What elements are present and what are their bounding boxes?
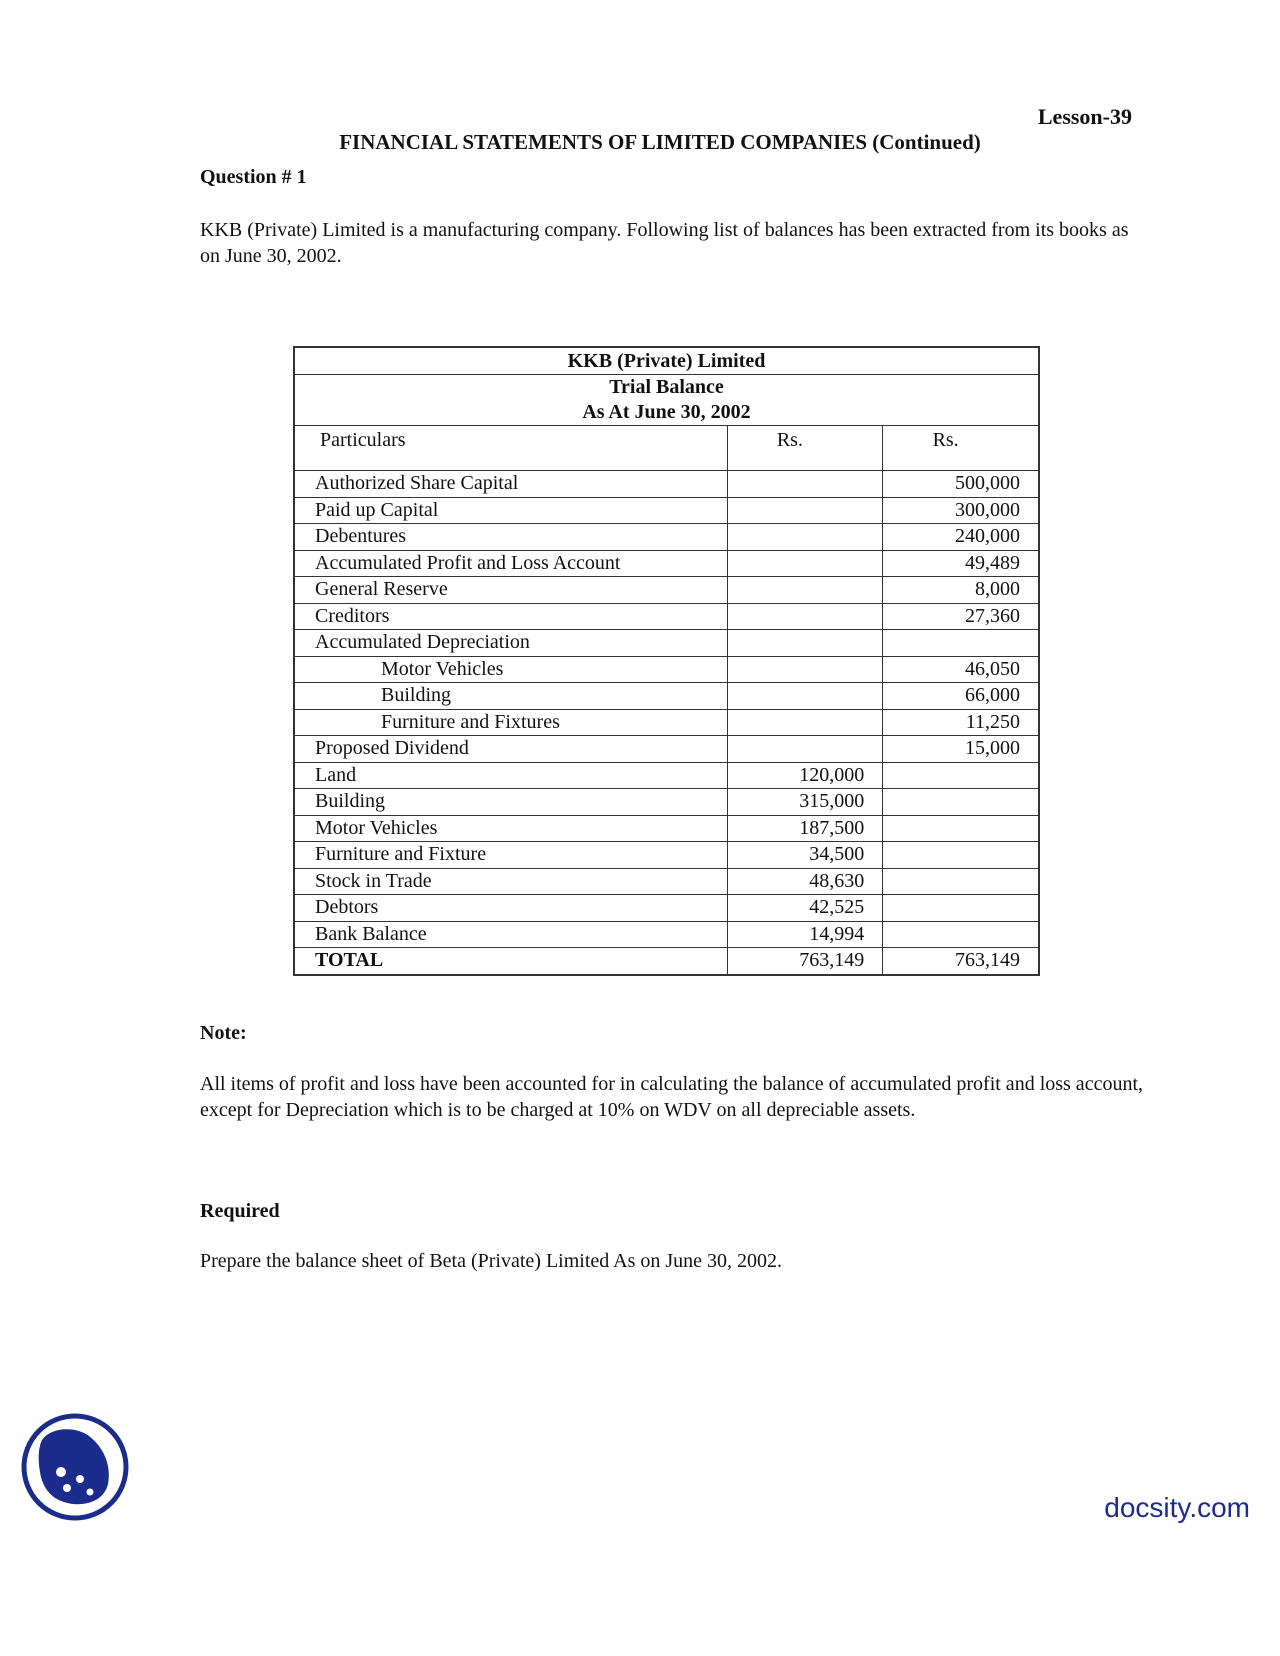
table-header-row (294, 426, 1039, 471)
table-row (294, 815, 1039, 842)
row-debit: 14,994 (727, 921, 883, 948)
row-debit (727, 603, 883, 630)
row-label: Debentures (294, 524, 727, 551)
row-credit: 240,000 (883, 524, 1039, 551)
required-heading: Required (200, 1200, 280, 1222)
total-debit: 763,149 (727, 948, 883, 975)
row-debit (727, 683, 883, 710)
row-debit (727, 524, 883, 551)
table-title-block (294, 375, 1039, 426)
lesson-label: Lesson-39 (1037, 104, 1132, 129)
question-intro: KKB (Private) Limited is a manufacturing company. Following list of balances has been extracted from its books as on June 30, 2002. (200, 219, 1129, 267)
row-credit: 8,000 (883, 577, 1039, 604)
row-credit: 49,489 (883, 550, 1039, 577)
row-credit (883, 868, 1039, 895)
row-label: Accumulated Profit and Loss Account (294, 550, 727, 577)
docsity-brand-link[interactable]: docsity.com (1104, 1492, 1250, 1523)
row-debit (727, 497, 883, 524)
table-title: Trial Balance (609, 376, 724, 398)
row-credit (883, 630, 1039, 657)
question-label: Question # 1 (200, 166, 307, 188)
row-debit (727, 630, 883, 657)
row-label: Creditors (294, 603, 727, 630)
table-row (294, 762, 1039, 789)
row-credit: 300,000 (883, 497, 1039, 524)
column-header-particulars: Particulars (294, 426, 727, 471)
table-company-name: KKB (Private) Limited (294, 347, 1039, 375)
row-label: Paid up Capital (294, 497, 727, 524)
row-debit (727, 471, 883, 498)
row-label: Furniture and Fixture (294, 842, 727, 869)
row-debit: 48,630 (727, 868, 883, 895)
row-debit (727, 550, 883, 577)
row-label: Bank Balance (294, 921, 727, 948)
table-row (294, 868, 1039, 895)
table-row (294, 842, 1039, 869)
column-header-credit: Rs. (883, 426, 1039, 471)
note-heading: Note: (200, 1022, 247, 1044)
row-debit (727, 577, 883, 604)
table-row (294, 630, 1039, 657)
table-row (294, 577, 1039, 604)
note-text: All items of profit and loss have been accounted for in calculating the balance of accumulated profit and loss account, except for Depreciation which is to be charged at 10% on WDV on all depreciable assets. (200, 1073, 1143, 1121)
required-text: Prepare the balance sheet of Beta (Private) Limited As on June 30, 2002. (200, 1250, 783, 1272)
row-debit (727, 656, 883, 683)
row-debit: 42,525 (727, 895, 883, 922)
row-debit: 34,500 (727, 842, 883, 869)
row-credit (883, 921, 1039, 948)
row-credit (883, 789, 1039, 816)
total-label: TOTAL (294, 948, 727, 975)
table-total-row (294, 948, 1039, 975)
row-label: Accumulated Depreciation (294, 630, 727, 657)
table-row (294, 683, 1039, 710)
trial-balance-table (293, 346, 1040, 976)
row-label: Proposed Dividend (294, 736, 727, 763)
table-row (294, 524, 1039, 551)
table-row (294, 603, 1039, 630)
row-label: Building (294, 789, 727, 816)
total-credit: 763,149 (883, 948, 1039, 975)
table-row (294, 895, 1039, 922)
table-row (294, 709, 1039, 736)
row-label: Motor Vehicles (294, 815, 727, 842)
row-credit: 27,360 (883, 603, 1039, 630)
column-header-debit: Rs. (727, 426, 883, 471)
row-label: Motor Vehicles (294, 656, 727, 683)
row-credit (883, 762, 1039, 789)
row-credit: 11,250 (883, 709, 1039, 736)
row-debit: 187,500 (727, 815, 883, 842)
row-label: Authorized Share Capital (294, 471, 727, 498)
row-credit (883, 895, 1039, 922)
row-credit (883, 815, 1039, 842)
page-title: FINANCIAL STATEMENTS OF LIMITED COMPANIES (Continued) (339, 130, 981, 154)
table-date: As At June 30, 2002 (582, 401, 751, 423)
row-credit: 66,000 (883, 683, 1039, 710)
row-credit: 15,000 (883, 736, 1039, 763)
row-label: Stock in Trade (294, 868, 727, 895)
row-debit: 315,000 (727, 789, 883, 816)
row-credit: 46,050 (883, 656, 1039, 683)
table-row (294, 471, 1039, 498)
table-row (294, 736, 1039, 763)
row-debit (727, 736, 883, 763)
row-debit (727, 709, 883, 736)
table-row (294, 550, 1039, 577)
docsity-ladybug-logo-icon[interactable] (20, 1412, 130, 1522)
table-row (294, 656, 1039, 683)
row-credit: 500,000 (883, 471, 1039, 498)
table-row (294, 497, 1039, 524)
row-debit: 120,000 (727, 762, 883, 789)
row-label: Building (294, 683, 727, 710)
row-label: Debtors (294, 895, 727, 922)
table-row (294, 921, 1039, 948)
row-credit (883, 842, 1039, 869)
table-row (294, 789, 1039, 816)
row-label: Land (294, 762, 727, 789)
row-label: General Reserve (294, 577, 727, 604)
row-label: Furniture and Fixtures (294, 709, 727, 736)
